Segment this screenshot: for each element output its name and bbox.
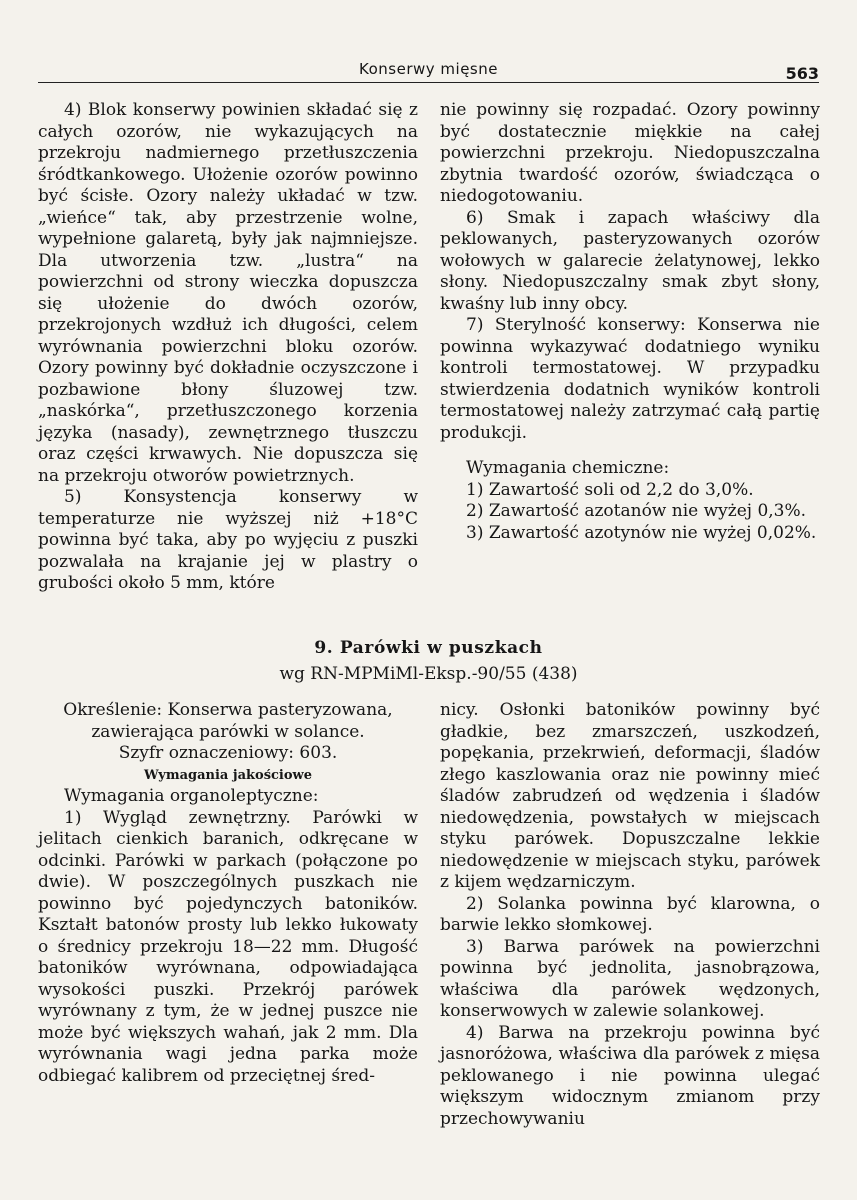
- chemical-item: 3) Zawartość azotynów nie wyżej 0,02%.: [466, 522, 817, 543]
- page-number: 563: [785, 64, 819, 83]
- paragraph: 4) Barwa na przekroju powinna być jasnoróżowa, właściwa dla parówek z mięsa peklowanego i nie powinna ulegać większym widocznym zmianom przy przechowywaniu: [440, 1022, 820, 1129]
- top-right-column: [440, 100, 820, 544]
- running-header: Konserwy mięsne: [359, 60, 498, 78]
- paragraph: 5) Konsystencja konserwy w temperaturze nie wyższej niż +18°C powinna być taka, aby po wyjęciu z puszki pozwalała na krajanie jej w plastry o grubości około 5 mm, które: [38, 487, 418, 593]
- section-standard: wg RN-MPMiMl-Eksp.-90/55 (438): [279, 664, 578, 684]
- paragraph: 3) Barwa parówek na powierzchni powinna być jednolita, jasnobrązowa, właściwa dla parówek wędzonych, konserwowych w zalewie solankowej.: [440, 936, 820, 1021]
- paragraph: nie powinny się rozpadać. Ozory powinny być dostatecznie miękkie na całej powierzchni przekroju. Niedopuszczalna zbytnia twardość ozorów, świadcząca o niedogotowaniu.: [440, 100, 820, 206]
- header-rule: [38, 82, 819, 83]
- chemical-item: 2) Zawartość azotanów nie wyżej 0,3%.: [466, 501, 807, 521]
- paragraph: nicy. Osłonki batoników powinny być gładkie, bez zmarszczeń, uszkodzeń, popękania, przekrwień, deformacji, śladów złego kaszlowania oraz nie powinny mieć śladów zabrudzeń od wędzenia i śladów niedowędzenia, powstałych w miejscach styku parówek. Dopuszczalne lekkie niedowędzenie w miejscach styku, parówek z kijem wędzarniczym.: [440, 700, 820, 892]
- chemical-requirements-heading: Wymagania chemiczne:: [466, 458, 670, 478]
- chemical-item: 1) Zawartość soli od 2,2 do 3,0%.: [466, 479, 754, 500]
- paragraph: 7) Sterylność konserwy: Konserwa nie powinna wykazywać dodatniego wyniku kontroli termostatowej. W przypadku stwierdzenia dodatnich wyników kontroli termostatowej należy zatrzymać całą partię produkcji.: [440, 315, 820, 443]
- quality-requirements-heading: Wymagania jakościowe: [143, 767, 312, 783]
- paragraph: 6) Smak i zapach właściwy dla peklowanych, pasteryzowanych ozorów wołowych w galarecie żelatynowej, lekko słony. Niedopuszczalny smak zbyt słony, kwaśny lub inny obcy.: [440, 207, 820, 314]
- organoleptic-heading: Wymagania organoleptyczne:: [64, 786, 319, 806]
- section-heading: 9. Parówki w puszkach: [314, 638, 543, 658]
- paragraph: 2) Solanka powinna być klarowna, o barwie lekko słomkowej.: [440, 893, 820, 935]
- paragraph: 4) Blok konserwy powinien składać się z całych ozorów, nie wykazujących na przekroju nadmiernego przetłuszczenia śródtkankowego. Ułożenie ozorów powinno być ścisłe. Ozory należy układać w tzw. „wieńce“ tak, aby przestrzenie wolne, wypełnione galaretą, były jak najmniejsze. Dla utworzenia tzw. „lustra“ na powierzchni od strony wieczka dopuszcza się ułożenie do dwóch ozorów, przekrojonych wzdłuż ich długości, celem wyrównania powierzchni bloku ozorów. Ozory powinny być dokładnie oczyszczone i pozbawione błony śluzowej tzw. „naskórka“, przetłuszczonego korzenia języka (nasady), zewnętrznego tłuszczu oraz części krwawych. Nie dopuszcza się na przekroju otworów powietrznych.: [38, 100, 418, 486]
- paragraph: 1) Wygląd zewnętrzny. Parówki w jelitach cienkich baranich, odkręcane w odcinki. Parówki w parkach (połączone po dwie). W poszczególnych puszkach nie powinno być pojedynczych batoników. Kształt batonów prosty lub lekko łukowaty o średnicy przekroju 18—22 mm. Długość batoników wyrównana, odpowiadająca wysokości puszki. Przekrój parówek wyrównany z tym, że w jednej puszce nie może być większych wahań, jak 2 mm. Dla wyrównania wagi jedna parka może odbiegać kalibrem od przeciętnej śred-: [38, 807, 418, 1086]
- spacer: [440, 444, 820, 458]
- definition: Określenie: Konserwa pasteryzowana, zawierająca parówki w solance.: [63, 700, 393, 742]
- bottom-right-column: [440, 700, 820, 1130]
- top-left-column: [38, 100, 418, 595]
- bottom-left-column: [38, 700, 418, 1087]
- code-line: Szyfr oznaczeniowy: 603.: [118, 743, 338, 763]
